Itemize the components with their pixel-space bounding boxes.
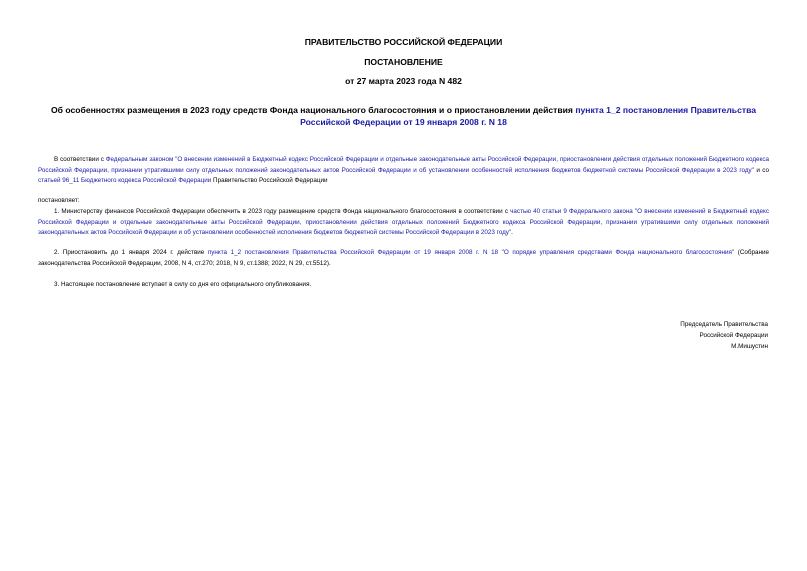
document-title <box>36 104 771 128</box>
item-1-text-1: 1. Министерству финансов Российской Федерации обеспечить в 2023 году размещение средств Фонда национального благосостояния в соответствии с <box>54 208 511 215</box>
signature-organization: Российской Федерации <box>699 332 768 339</box>
preamble-paragraph <box>38 155 769 187</box>
item-2-paragraph <box>38 248 769 269</box>
item-3-paragraph: 3. Настоящее постановление вступает в силу со дня его официального опубликования. <box>54 281 312 288</box>
title-link[interactable]: пункта 1_2 постановления Правительства Российской Федерации от 19 января 2008 г. N 18 <box>300 105 757 127</box>
preamble-link-federal-law[interactable]: Федеральным законом "О внесении изменений в Бюджетный кодекс Российской Федерации и отдельные законодательные акты Российской Федерации, приостановлении действия отдельных положений Бюджетного кодекса Российской Федерации, признании утратившими силу отдельных положений законодательных актов Российской Федерации и об установлении особенностей исполнения бюджетов бюджетной системы Российской Федерации в 2023 году" <box>38 156 770 174</box>
preamble-text-2: и со <box>753 166 769 174</box>
title-text: Об особенностях размещения в 2023 году средств Фонда национального благосостояния и о приостановлении действия <box>50 105 576 115</box>
item-2-link[interactable]: пункта 1_2 постановления Правительства Российской Федерации от 19 января 2008 г. N 18 "О порядке управления средствами Фонда национального благосостояния" <box>207 249 735 256</box>
document-type-heading: ПОСТАНОВЛЕНИЕ <box>364 57 443 67</box>
item-1-text-2: . <box>511 229 513 236</box>
signature-position: Председатель Правительства <box>680 321 768 328</box>
preamble-text-1: В соответствии с <box>54 156 106 163</box>
signature-name: М.Мишустин <box>731 343 768 350</box>
resolves-label: постановляет: <box>38 197 80 204</box>
government-heading: ПРАВИТЕЛЬСТВО РОССИЙСКОЙ ФЕДЕРАЦИИ <box>304 37 503 47</box>
item-1-paragraph <box>38 207 769 239</box>
document-date-number: от 27 марта 2023 года N 482 <box>345 76 462 86</box>
item-2-text-2: (Собрание законодательства Российской Федерации, 2008, N 4, ст.270; 2018, N 9, ст.1388; 2022, N 29, ст.5512). <box>38 249 769 267</box>
item-2-text-1: 2. Приостановить до 1 января 2024 г. действие <box>54 249 208 256</box>
item-1-link[interactable]: частью 40 статьи 9 Федерального закона "О внесении изменений в Бюджетный кодекс Российской Федерации и отдельные законодательные акты Российской Федерации, приостановлении действия отдельных положений Бюджетного кодекса Российской Федерации, признании утратившими силу отдельных положений законодательных актов Российской Федерации и об установлении особенностей исполнения бюджетов бюджетной системы Российской Федерации в 2023 году" <box>38 208 769 236</box>
preamble-link-article[interactable]: статьей 96_11 Бюджетного кодекса Российской Федерации <box>38 177 212 184</box>
preamble-text-3: Правительство Российской Федерации <box>211 177 328 184</box>
